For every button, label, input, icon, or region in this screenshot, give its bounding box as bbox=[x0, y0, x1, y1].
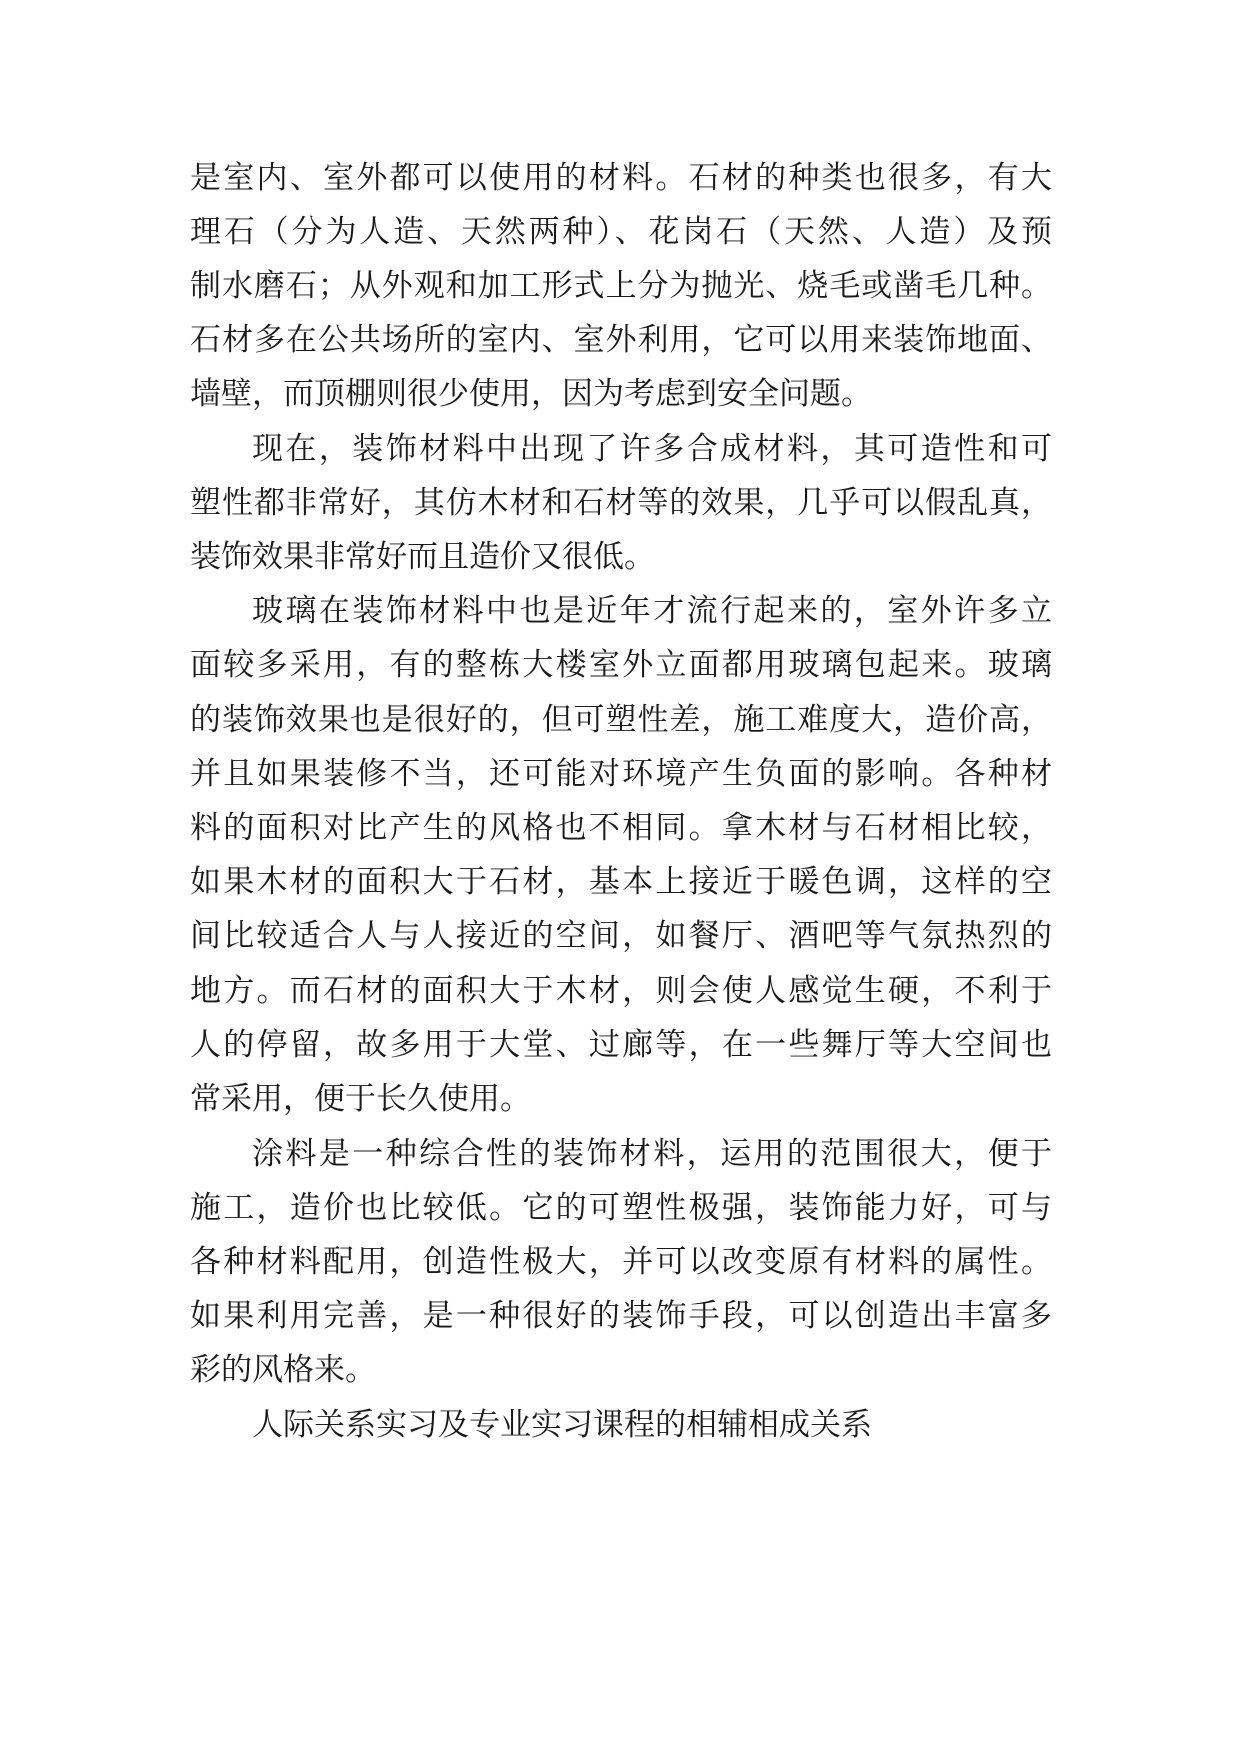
text-line: 施工，造价也比较低。它的可塑性极强，装饰能力好，可与 bbox=[190, 1190, 1052, 1226]
text-line: 制水磨石；从外观和加工形式上分为抛光、烧毛或凿毛几种。 bbox=[190, 268, 1052, 304]
text-line: 是室内、室外都可以使用的材料。石材的种类也很多，有大 bbox=[190, 160, 1052, 196]
text-line: 料的面积对比产生的风格也不相同。拿木材与石材相比较， bbox=[190, 810, 1052, 846]
text-line: 如果木材的面积大于石材，基本上接近于暖色调，这样的空 bbox=[190, 864, 1052, 900]
text-line: 人的停留，故多用于大堂、过廊等，在一些舞厅等大空间也 bbox=[190, 1027, 1052, 1063]
text-line: 理石（分为人造、天然两种）、花岗石（天然、人造）及预 bbox=[190, 214, 1052, 250]
text-line: 的装饰效果也是很好的，但可塑性差，施工难度大，造价高， bbox=[190, 702, 1052, 738]
text-line: 玻璃在装饰材料中也是近年才流行起来的，室外许多立 bbox=[252, 593, 1052, 629]
text-line: 各种材料配用，创造性极大，并可以改变原有材料的属性。 bbox=[190, 1244, 1052, 1280]
text-line: 塑性都非常好，其仿木材和石材等的效果，几乎可以假乱真， bbox=[190, 485, 1052, 521]
text-line: 彩的风格来。 bbox=[190, 1352, 376, 1388]
text-line: 墙壁，而顶棚则很少使用，因为考虑到安全问题。 bbox=[190, 376, 872, 412]
text-line: 间比较适合人与人接近的空间，如餐厅、酒吧等气氛热烈的 bbox=[190, 918, 1052, 954]
text-line: 涂料是一种综合性的装饰材料，运用的范围很大，便于 bbox=[252, 1136, 1052, 1172]
text-line: 并且如果装修不当，还可能对环境产生负面的影响。各种材 bbox=[190, 756, 1052, 792]
text-line: 常采用，便于长久使用。 bbox=[190, 1081, 531, 1117]
text-line: 装饰效果非常好而且造价又很低。 bbox=[190, 539, 655, 575]
text-line: 地方。而石材的面积大于木材，则会使人感觉生硬，不利于 bbox=[190, 973, 1052, 1009]
text-line: 如果利用完善，是一种很好的装饰手段，可以创造出丰富多 bbox=[190, 1298, 1052, 1334]
heading-line: 人际关系实习及专业实习课程的相辅相成关系 bbox=[252, 1407, 872, 1443]
text-line: 现在，装饰材料中出现了许多合成材料，其可造性和可 bbox=[252, 431, 1052, 467]
text-line: 石材多在公共场所的室内、室外利用，它可以用来装饰地面、 bbox=[190, 322, 1052, 358]
text-line: 面较多采用，有的整栋大楼室外立面都用玻璃包起来。玻璃 bbox=[190, 647, 1052, 683]
